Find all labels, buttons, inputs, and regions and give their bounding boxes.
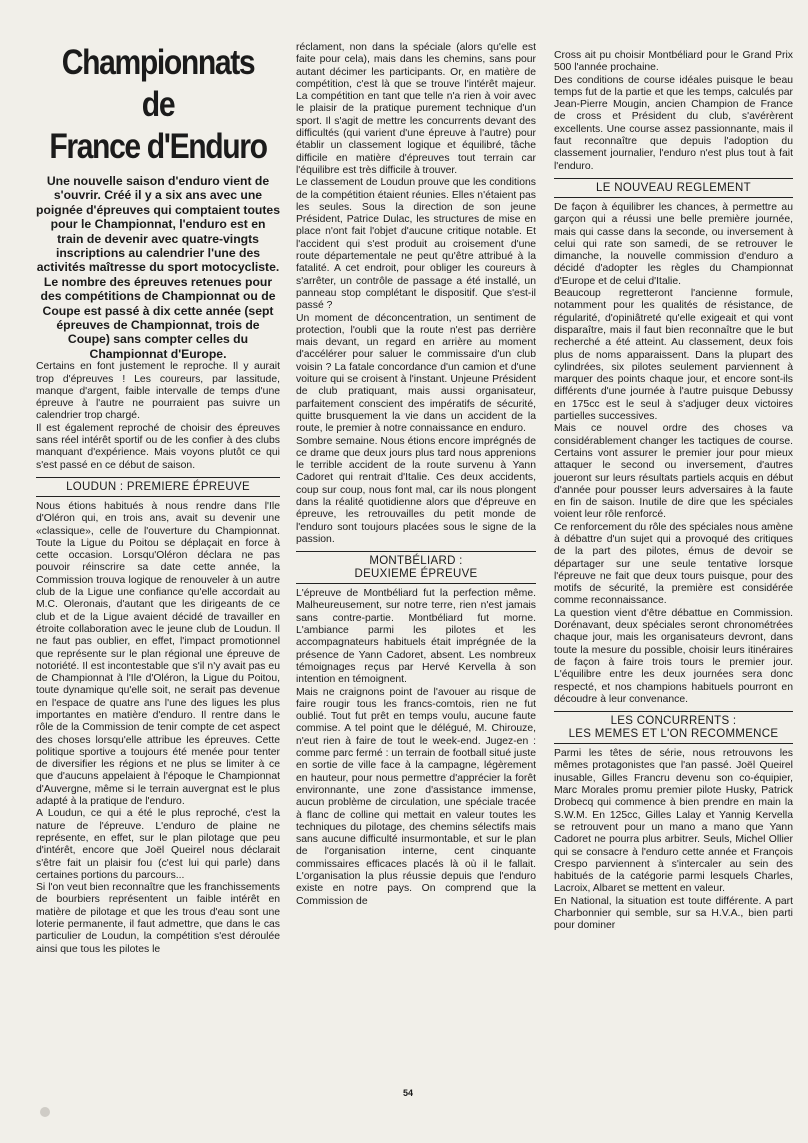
col2-paragraph-3: Un moment de déconcentration, un sentiment de protection, l'oubli que la route n'est pas derrière mais devant, un regard en arrière au moment d'accélérer pour saluer le commissaire d'un club voisin ? La fatale concordance d'un camion et d'une voiture qui se croisent à l'instant. Unjeune Président de club pratiquant, mais aussi organisateur, parfaitement conscient des impératifs de sécurité, quitte brusquement la vie dans un accident de la route, le premier à notre connaissance en enduro. [296,312,536,435]
section-heading-concurrents [554,711,793,744]
col3-paragraph-1: Cross ait pu choisir Montbéliard pour le Grand Prix 500 l'année prochaine. [554,50,793,74]
montbeliard-paragraph-2: Mais ne craignons point de l'avouer au risque de faire rougir tous les francs-comtois, rien ne fut oublié. Tout fut prêt en temps voulu, aucune faute commise. A tel point que le délégué, M. Chirouze, n'eut rien à faire de tout le week-end. Jugez-en : comme parc fermé : un terrain de football situé juste en sortie de ville face à la campagne, légèrement en hauteur, pour nous permettre d'apprécier la forêt environnante, une zone d'assistance immense, aucun problème de circulation, une spéciale tracée à flanc de colline qui mettait en valeur toutes les techniques du pilotage, des chemins sélectifs mais sans aucune difficulté insurmontable, et sur le plan de l'organisation interne, cent cinquante commissaires efficaces placés là où il le fallait. L'organisation la plus réussie depuis que l'enduro existe en notre pays. On comprend que la Commission de [296,686,536,907]
section-heading-loudun: LOUDUN : PREMIERE ÉPREUVE [36,477,280,497]
title-line-2: France d'Enduro [49,127,267,166]
reglement-paragraph-2: Beaucoup regretteront l'ancienne formule, notamment pour les qualités de résistance, de régularité, d'opiniâtreté qu'elle exigeait et qui vont disparaître, mais il faut bien reconnaître que le but recherché a été atteint. Au classement, deux fois plus de noms apparaissent. Dans la plupart des cylindrées, six pilotes seulement parviennent à marquer des points chaque jour, et encore sont-ils différents d'une journée à l'autre puisque Debussy en 175cc est le seul à s'adjuger deux victoires partielles successives. [554,288,793,423]
intro-paragraph-1: Certains en font justement le reproche. Il y aurait trop d'épreuves ! Les coureurs, par lassitude, manque d'argent, faible intervalle de temps d'une épreuve à l'autre ne pourraient pas suivre un calendrier trop chargé. [36,361,280,422]
concurrents-paragraph-2: En National, la situation est toute différente. A part Charbonnier qui semble, sur sa H.V.A., bien parti pour dominer [554,895,793,932]
column-1 [36,42,280,956]
loudun-paragraph-3: Si l'on veut bien reconnaître que les franchissements de bourbiers représentent un faible intérêt en matière de pilotage et que les trous d'eau sont une loterie permanente, il faut admettre, que dans le cas particulier de Loudun, la compétition s'est déroulée ainsi que tous les pilotes le [36,882,280,955]
concurrents-heading-line-2: LES MEMES ET L'ON RECOMMENCE [568,728,779,741]
binder-hole [40,1107,50,1117]
col2-paragraph-1: réclament, non dans la spéciale (alors qu'elle est faite pour cela), mais dans les chemins, sans pour autant décimer les participants. Or, en matière de compétition, c'est là que se trouve l'intérêt majeur. La compétition en tant que telle n'a rien à voir avec le plaisir de la pratique purement technique d'un sport. Il s'agit de mettre les concurrents devant des difficultés (qui varient d'une épreuve à l'autre) pour établir un classement logique et équilibré, tâche difficile en matière d'épreuves tout terrain car l'équilibre est très difficile à trouver. [296,42,536,176]
montbeliard-paragraph-1: L'épreuve de Montbéliard fut la perfection même. Malheureusement, sur notre terre, rien n'est jamais sans contre-partie. Montbéliard fut morne. L'ambiance parmi les pilotes et les accompagnateurs habituels était imprégnée de la présence de Yann Cadoret, absent. Les nombreux témoignages reçus par Hervé Kervella à son intention en témoignent. [296,588,536,686]
reglement-paragraph-1: De façon à équilibrer les chances, à permettre au garçon qui a réussi une belle première journée, mais qui casse dans la seconde, ou inversement à celui qui rate son samedi, de se retrouver le dimanche, la nouvelle commission d'enduro a décidé d'adopter les règles du Championnat d'Europe et de celui d'Italie. [554,201,793,287]
col3-paragraph-2: Des conditions de course idéales puisque le beau temps fut de la partie et que les temps, calculés par Jean-Pierre Mougin, ancien Champion de France de cross et Président du club, s'avérèrent excellents. Une course assez passionnante, mais il faut reconnaître que depuis l'adoption du classement journalier, l'enduro n'est plus tout à fait l'enduro. [554,74,793,172]
concurrents-heading-line-1: LES CONCURRENTS : [610,715,737,728]
article-title [44,42,271,168]
reglement-paragraph-5: La question vient d'être débattue en Commission. Dorénavant, deux spéciales seront chronométrées chaque jour, mais les organisateurs devront, dans toute la mesure du possible, choisir leurs itinéraires de façon à faire trois tours le premier jour. L'équilibre entre les deux journées sera donc respecté, et nos champions habituels pourront en découdre à leur convenance. [554,607,793,705]
concurrents-paragraph-1: Parmi les têtes de série, nous retrouvons les mêmes protagonistes que l'an passé. Joël Queirel inusable, Gilles Francru devenu son co-équipier, Marc Morales promu premier pilote Husky, Patrick Drobecq qui commence à bien prendre en main la S.W.M. En 125cc, Gilles Lalay et Yannig Kervella se retrouvent pour un mano a mano que Yann Cadoret ne pourra plus arbitrer. Seuls, Michel Ollier qui se consacre à l'enduro cette année et François Crespo parviennent à s'intercaler au sein des habitués de la catégorie parmi lesquels Charles, Lacroix, Albaret se mettent en valeur. [554,748,793,895]
column-2 [296,42,536,908]
montbeliard-heading-line-1: MONTBÉLIARD : [369,555,463,568]
article-lead: Une nouvelle saison d'enduro vient de s'ouvrir. Créé il y a six ans avec une poignée d'épreuves qui comptaient toutes pour le Championnat, l'enduro est en train de devenir avec quatre-vingts inscriptions au calendrier l'une des activités maîtresse du sport motocycliste. Le nombre des épreuves retenues pour des compétitions de Championnat ou de Coupe est passé à dix cette année (sept épreuves de Championnat, trois de Coupe) sans compter celles du Championnat d'Europe. [36,174,280,361]
reglement-paragraph-3: Mais ce nouvel ordre des choses va considérablement changer les tactiques de course. Certains vont assurer le premier jour pour mieux attaquer le second ou inversement, d'autres joueront sur leurs résultats partiels acquis en début d'année pour pousser leurs adversaires à la faute en fin de saison. Inutile de dire que les spéciales voient leur rôle renforcé. [554,423,793,521]
intro-paragraph-2: Il est également reproché de choisir des épreuves sans réel intérêt sportif ou de les confier à des clubs manquant d'expérience. Mais voyons plutôt ce qui s'est passé en ce début de saison. [36,422,280,471]
loudun-paragraph-2: A Loudun, ce qui a été le plus reproché, c'est la nature de l'épreuve. L'enduro de plaine ne représente, en effet, sur le plan pilotage que peu d'intérêt, encore que Joël Queirel nous déclarait s'être fait un plaisir fou (c'est lui qui parle) dans certaines portions du parcours... [36,808,280,881]
column-3 [554,50,793,933]
page-number: 54 [403,1088,414,1098]
title-line-1: Championnats de [61,43,255,124]
section-heading-montbeliard [296,551,536,584]
col2-paragraph-2: Le classement de Loudun prouve que les conditions de la compétition étaient réunies. Elles n'étaient pas les seules. Sous la direction de son jeune Président, Patrice Dulac, les structures de mise en place n'ont fait l'objet d'aucune critique notable. Et l'accident qui s'est produit au croisement d'une route départementale ne peut qu'être attribué à la fatalité. A cet endroit, pour obliger les coureurs à s'arrêter, un contrôle de passage a été installé, un panneau stop complétant le dispositif. Que s'est-il passé ? [296,177,536,312]
col2-paragraph-4: Sombre semaine. Nous étions encore imprégnés de ce drame que deux jours plus tard nous apprenions le terrible accident de la route survenu à Yann Cadoret qui rentrait d'Italie. Ces deux accidents, coup sur coup, nous font mal, car ils nous plongent dans la réalité quotidienne alors que d'épreuve en épreuve, les retrouvailles du petit monde de l'enduro sont toujours placées sous le signe de la passion. [296,435,536,545]
section-heading-reglement: LE NOUVEAU REGLEMENT [554,178,793,198]
reglement-paragraph-4: Ce renforcement du rôle des spéciales nous amène à débattre d'un sujet qui a provoqué des critiques de la part des pilotes, émus de devoir se départager sur une seule tentative lorsque l'épreuve ne fait que deux tours puisque, pour des motifs de sécurité, la première est considérée comme reconnaissance. [554,521,793,607]
montbeliard-heading-line-2: DEUXIEME ÉPREUVE [354,568,478,581]
loudun-paragraph-1: Nous étions habitués à nous rendre dans l'Ile d'Oléron qui, en trois ans, avait su devenir une «classique», celle de l'ouverture du Championnat. Toute la Ligue du Poitou se déplaçait en force à cette occasion. Lorsqu'Oléron déclara ne pas pouvoir réinscrire sa date cette année, la Commission trouva logique de renouveler à un autre club de la Ligue une confiance qu'elle accordait au M.C. Oleronais, d'autant que les dirigeants de ce club et de la Ligue avaient décidé de travailler en étroite collaboration avec le jeune club de Loudun. Il ne faut pas oublier, en effet, l'impact promotionnel que représente sur le plan régional une épreuve de notoriété. Il est incontestable que s'il n'y avait pas eu de Championnat à l'Ile d'Oléron, la Ligue du Poitou, toute dynamique qu'elle soit, ne serait pas devenue en l'espace de quatre ans l'une des ligues les plus importantes en matière d'enduro. Il rentre dans le rôle de la Commission de tenir compte de cet aspect des choses lorsqu'elle attribue les épreuves. Cette politique sportive a toujours été menée pour tenter de diversifier les régions et ne plus se limiter à ce que d'aucuns appelaient à l'époque le Championnat d'Auvergne, même si le terrain auvergnat est le plus adapté à la pratique de l'enduro. [36,500,280,808]
